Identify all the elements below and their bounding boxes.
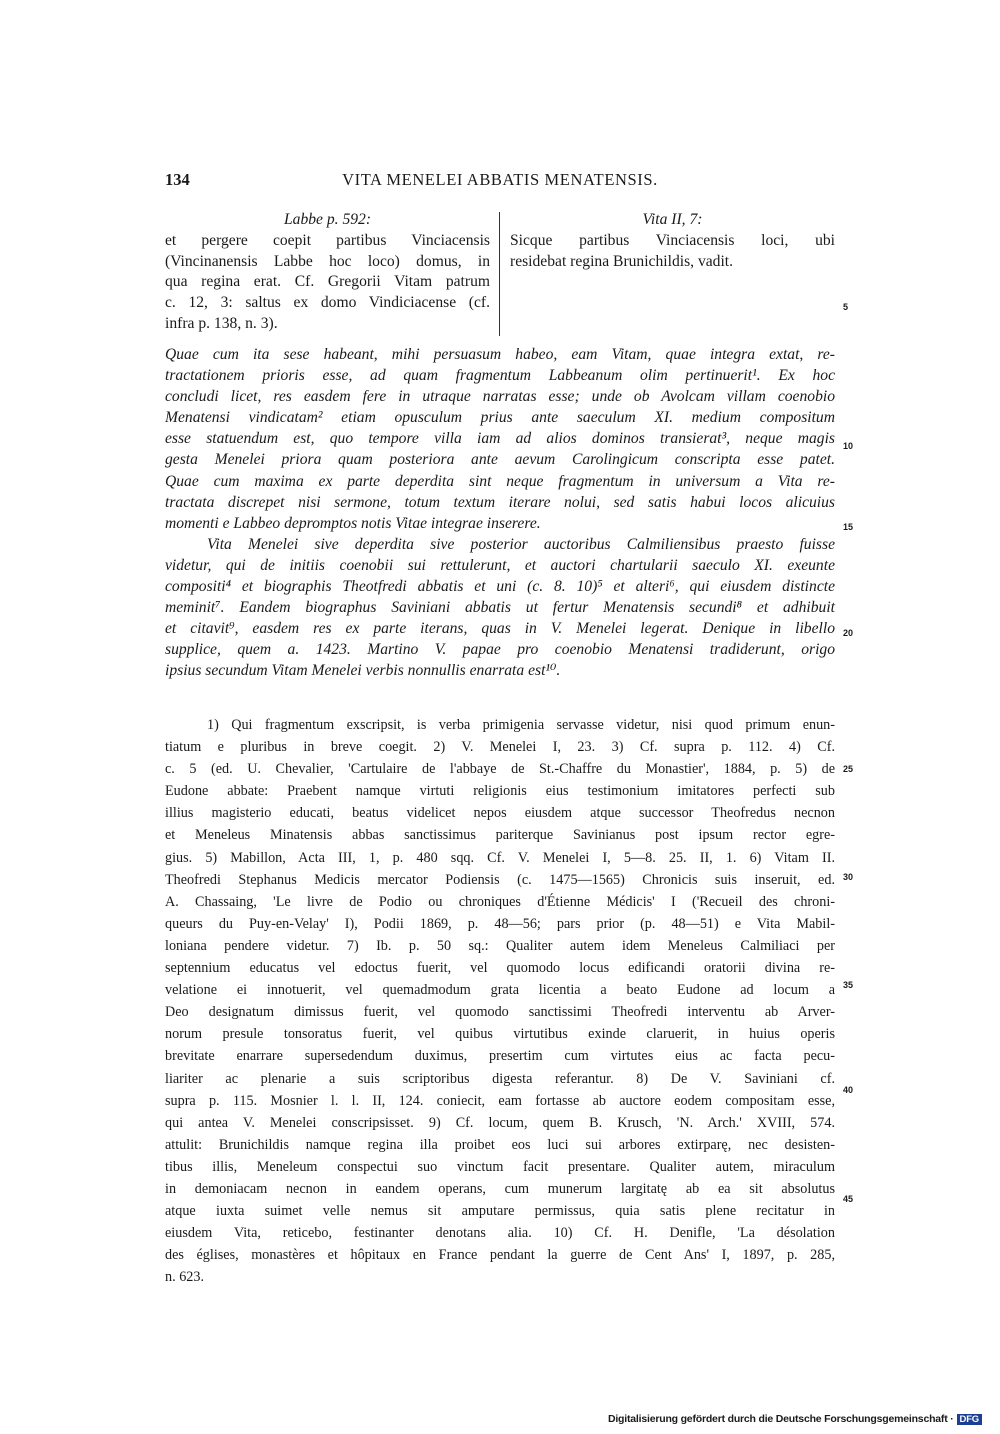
footnote-line: supra p. 115. Mosnier l. l. II, 124. coniecit, eam fortasse ab auctore eodem compositam esse, <box>165 1092 835 1109</box>
right-column-heading: Vita II, 7: <box>642 211 703 228</box>
body-line: esse statuendum est, quo tempore villa iam ad alios dominos transierat³, neque magis <box>165 430 835 448</box>
right-column-vita <box>510 210 835 272</box>
running-head <box>165 170 835 194</box>
footnote-line: Theofredi Stephanus Medicis mercator Podiensis (c. 1475—1565) Chronicis suis inseruit, ed. <box>165 871 835 888</box>
footer-text: Digitalisierung gefördert durch die Deutsche Forschungsgemeinschaft · <box>607 1413 954 1425</box>
left-column-line: et pergere coepit partibus Vinciacensis <box>165 231 490 249</box>
left-column-labbe <box>165 210 490 335</box>
body-line: Quae cum ita sese habeant, mihi persuasum habeo, eam Vitam, quae integra extat, re- <box>165 346 835 363</box>
body-line: Quae cum maxima ex parte deperdita sint neque fragmentum in universum a Vita re- <box>165 472 835 490</box>
footnote-line: liariter ac plenarie a suis scriptoribus digesta referantur. 8) De V. Saviniani cf. <box>165 1070 835 1087</box>
footnote-line: illius magisterio educati, beatus videlicet nepos eiusdem atque successor Theofredus necnon <box>165 805 835 822</box>
body-line: Vita Menelei sive deperdita sive posterior auctoribus Calmiliensibus praesto fuisse <box>207 535 835 553</box>
line-number: 40 <box>843 1085 854 1095</box>
column-divider <box>499 212 500 336</box>
footnote-line: et Meneleus Minatensis abbas sanctissimus pariterque Savinianus post ipsum rector egre- <box>165 827 835 844</box>
body-line: compositi⁴ et biographis Theotfredi abbatis et uni (c. 8. 10)⁵ et alteri⁶, qui eiusdem distincte <box>165 578 835 596</box>
body-line: meminit⁷. Eandem biographus Saviniani abbatis ut fertur Menatensis secundi⁸ et adhibuit <box>165 599 835 617</box>
body-line: Menatensi vindicatam² etiam opusculum prius ante saeculum XI. medium compositum <box>165 409 835 427</box>
footnote-line: n. 623. <box>165 1269 205 1286</box>
footnote-line: gius. 5) Mabillon, Acta III, 1, p. 480 sqq. Cf. V. Menelei I, 5—8. 25. II, 1. 6) Vitam II. <box>165 849 835 866</box>
footnote-line: tibus illis, Meneleum conspectui suo vinctum facit presentare. Qualiter autem, miraculum <box>165 1158 835 1175</box>
line-number: 10 <box>843 441 854 451</box>
footnote-line: eiusdem Vita, reticebo, festinanter denotans alia. 10) Cf. H. Denifle, 'La désolation <box>165 1225 835 1242</box>
left-column-line: infra p. 138, n. 3). <box>165 314 278 332</box>
body-line: ipsius secundum Vitam Menelei verbis nonnullis enarrata est¹⁰. <box>165 662 561 680</box>
footnote-line: atque iuxta suimet velle nemus sit amputare permissus, quia satis plene recitatur in <box>165 1203 835 1220</box>
footnote-line: norum presule tonsoratus fuerit, vel quibus virtutibus exinde claruerit, in huius operis <box>165 1026 835 1043</box>
body-line: et citavit⁹, easdem res ex parte iterans, quas in V. Menelei legerat. Denique in libello <box>165 620 835 638</box>
body-line: concludi licet, res easdem fere in utraque narratas esse; unde ob Avolcam villam coenobio <box>165 388 835 406</box>
page-number: 134 <box>165 170 190 189</box>
line-number: 20 <box>843 628 854 638</box>
footnote-line: Eudone abbate: Praebent namque virtuti religionis eius testimonium imitatores perfecti sub <box>165 783 835 800</box>
line-number: 30 <box>843 872 854 882</box>
body-line: videtur, qui de initiis coenobii sui rettulerunt, et auctori chartularii saeculo XI. exeunte <box>165 556 835 574</box>
body-line: supplice, quem a. 1423. Martino V. papae pro coenobio Menatensi tradiderunt, origo <box>165 641 835 659</box>
page-title: VITA MENELEI ABBATIS MENATENSIS. <box>342 170 658 189</box>
footnote-line: septennium educatus vel edoctus fuerit, vel quomodo locus edificandi oratorii divina re- <box>165 960 835 977</box>
footnote-line: loniana pendere videtur. 7) Ib. p. 50 sq.: Qualiter autem idem Meneleus Calmiliaci per <box>165 937 835 954</box>
dfg-logo: DFG <box>957 1414 982 1425</box>
footnote-line: qui antea V. Menelei conscripsisset. 9) Cf. locum, quem B. Krusch, 'N. Arch.' XVIII, 574. <box>165 1114 835 1131</box>
right-column-line: Sicque partibus Vinciacensis loci, ubi <box>510 231 835 249</box>
footnotes <box>165 714 835 1288</box>
line-number: 15 <box>843 522 854 532</box>
body-line: tractationem prioris esse, ad quam fragmentum Labbeanum olim pertinuerit¹. Ex hoc <box>165 367 835 385</box>
line-number: 5 <box>843 302 849 312</box>
footnote-line: attulit: Brunichildis namque regina illa proibet eos luci sui arbores extirparę, nec desisten- <box>165 1136 835 1153</box>
line-number: 45 <box>843 1194 854 1204</box>
footnote-line: brevitate enarrare supersedendum duximus, presertim cum virtutes eius ac facta pecu- <box>165 1048 835 1065</box>
footnote-line: velatione ei innotuerit, vel quemadmodum grata licentia a beato Eudone ad locum a <box>165 982 835 999</box>
left-column-line: qua regina erat. Cf. Gregorii Vitam patrum <box>165 273 490 291</box>
body-line: gesta Menelei priora quam posteriora ante aevum Carolingicum conscripta esse patet. <box>165 451 835 469</box>
footnote-line: queurs du Puy-en-Velay' I), Podii 1869, p. 48—56; pars prior (p. 48—51) e Vita Mabil- <box>165 915 835 932</box>
right-column-line: residebat regina Brunichildis, vadit. <box>510 252 734 270</box>
footnote-line: tiatum e pluribus in breve coegit. 2) V. Menelei I, 23. 3) Cf. supra p. 112. 4) Cf. <box>165 739 835 756</box>
left-column-line: c. 12, 3: saltus ex domo Vindiciacense (cf. <box>165 294 490 312</box>
left-column-line: (Vincinanensis Labbe hoc loco) domus, in <box>165 252 490 270</box>
left-column-heading: Labbe p. 592: <box>283 211 372 228</box>
body-text <box>165 344 835 682</box>
body-line: momenti e Labbeo depromptos notis Vitae integrae inserere. <box>165 514 541 532</box>
line-number: 35 <box>843 980 854 990</box>
footnote-line: Deo designatum dimissus fuerit, vel quomodo sanctissimi Theofredi interventu ab Arver- <box>165 1004 835 1021</box>
footnote-line: 1) Qui fragmentum exscripsit, is verba primigenia servasse videtur, nisi quod primum enun- <box>207 717 835 733</box>
footnote-line: des églises, monastères et hôpitaux en France pendant la guerre de Cent Ans' I, 1897, p. 285, <box>165 1247 835 1264</box>
body-line: tractata discrepet nisi sermone, totum textum iterare nolui, sed satis habui locos alicuius <box>165 493 835 511</box>
footnote-line: A. Chassaing, 'Le livre de Podio ou chroniques d'Étienne Médicis' I ('Recueil des chroni- <box>165 893 835 910</box>
digitization-footer <box>608 1413 982 1425</box>
line-number: 25 <box>843 764 854 774</box>
footnote-line: c. 5 (ed. U. Chevalier, 'Cartulaire de l'abbaye de St.-Chaffre du Monastier', 1884, p. 5) de <box>165 761 835 778</box>
footnote-line: in demoniacam necnon in eandem operans, cum munerum largitatę ab ea sit absolutus <box>165 1180 835 1197</box>
